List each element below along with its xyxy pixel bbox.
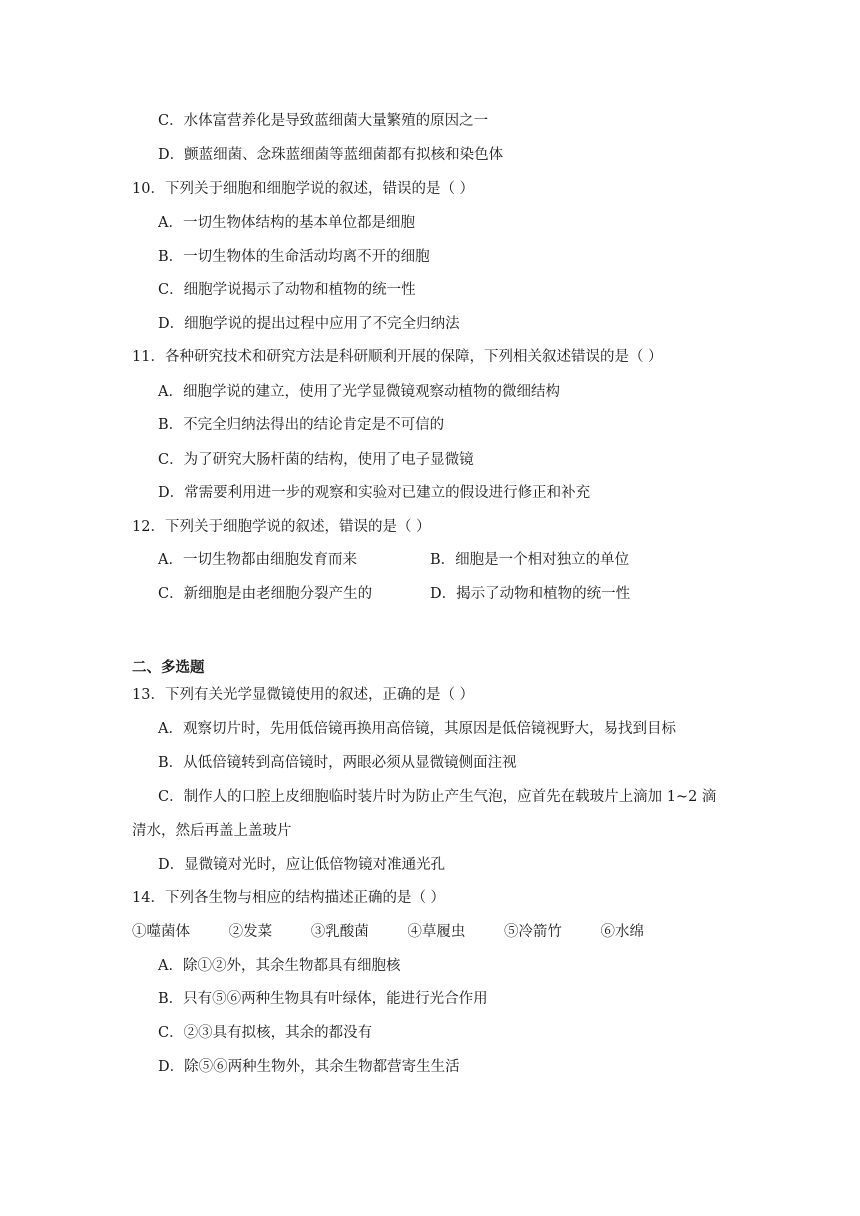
q13-option-b: B．从低倍镜转到高倍镜时，两眼必须从显微镜侧面注视 (158, 755, 517, 771)
q14-option-c: C．②③具有拟核，其余的都没有 (158, 1025, 373, 1041)
q11-stem: 11．各种研究技术和研究方法是科研顺利开展的保障，下列相关叙述错误的是（ ） (132, 349, 663, 365)
q9-option-c: C．水体富营养化是导致蓝细菌大量繁殖的原因之一 (158, 113, 489, 129)
q10-stem: 10．下列关于细胞和细胞学说的叙述，错误的是（ ） (132, 181, 475, 197)
q10-option-d: D．细胞学说的提出过程中应用了不完全归纳法 (158, 316, 460, 332)
q9-option-d: D．颤蓝细菌、念珠蓝细菌等蓝细菌都有拟核和染色体 (158, 147, 504, 163)
q11-option-b: B．不完全归纳法得出的结论肯定是不可信的 (158, 417, 445, 433)
q11-option-c: C．为了研究大肠杆菌的结构，使用了电子显微镜 (158, 452, 474, 468)
q13-option-c-line1: C．制作人的口腔上皮细胞临时装片时为防止产生气泡，应首先在载玻片上滴加 1~2 滴 (158, 789, 717, 805)
q10-option-a: A．一切生物体结构的基本单位都是细胞 (158, 215, 415, 231)
q12-option-c: C．新细胞是由老细胞分裂产生的 (158, 586, 373, 602)
q13-option-d: D．显微镜对光时，应让低倍物镜对准通光孔 (158, 857, 446, 873)
q14-organism-list (132, 922, 678, 942)
q11-option-a: A．细胞学说的建立，使用了光学显微镜观察动植物的微细结构 (158, 384, 560, 400)
q14-organism: ①噬菌体 (132, 924, 190, 940)
q14-organism: ②发菜 (228, 924, 273, 940)
section-heading-multiple-choice: 二、多选题 (132, 659, 205, 676)
q12-option-d: D．揭示了动物和植物的统一性 (430, 586, 631, 602)
q12-option-a: A．一切生物都由细胞发育而来 (158, 552, 357, 568)
q14-option-b: B．只有⑤⑥两种生物具有叶绿体，能进行光合作用 (158, 991, 488, 1007)
q10-option-c: C．细胞学说揭示了动物和植物的统一性 (158, 282, 416, 298)
q14-stem: 14．下列各生物与相应的结构描述正确的是（ ） (132, 890, 446, 906)
q14-option-d: D．除⑤⑥两种生物外，其余生物都营寄生生活 (158, 1059, 460, 1075)
q12-stem: 12．下列关于细胞学说的叙述，错误的是（ ） (132, 519, 431, 535)
q14-organism: ③乳酸菌 (310, 924, 369, 940)
q12-option-b: B．细胞是一个相对独立的单位 (430, 552, 630, 568)
q14-organism: ⑥水绵 (600, 924, 645, 940)
q13-option-c-line2: 清水，然后再盖上盖玻片 (132, 823, 292, 839)
q10-option-b: B．一切生物体的生命活动均离不开的细胞 (158, 249, 430, 265)
q13-stem: 13．下列有关光学显微镜使用的叙述，正确的是（ ） (132, 687, 475, 703)
q14-option-a: A．除①②外，其余生物都具有细胞核 (158, 958, 401, 974)
q14-organism: ⑤冷箭竹 (503, 924, 562, 940)
q11-option-d: D．常需要利用进一步的观察和实验对已建立的假设进行修正和补充 (158, 485, 591, 501)
q14-organism: ④草履虫 (407, 924, 466, 940)
q13-option-a: A．观察切片时，先用低倍镜再换用高倍镜，其原因是低倍镜视野大，易找到目标 (158, 721, 676, 737)
